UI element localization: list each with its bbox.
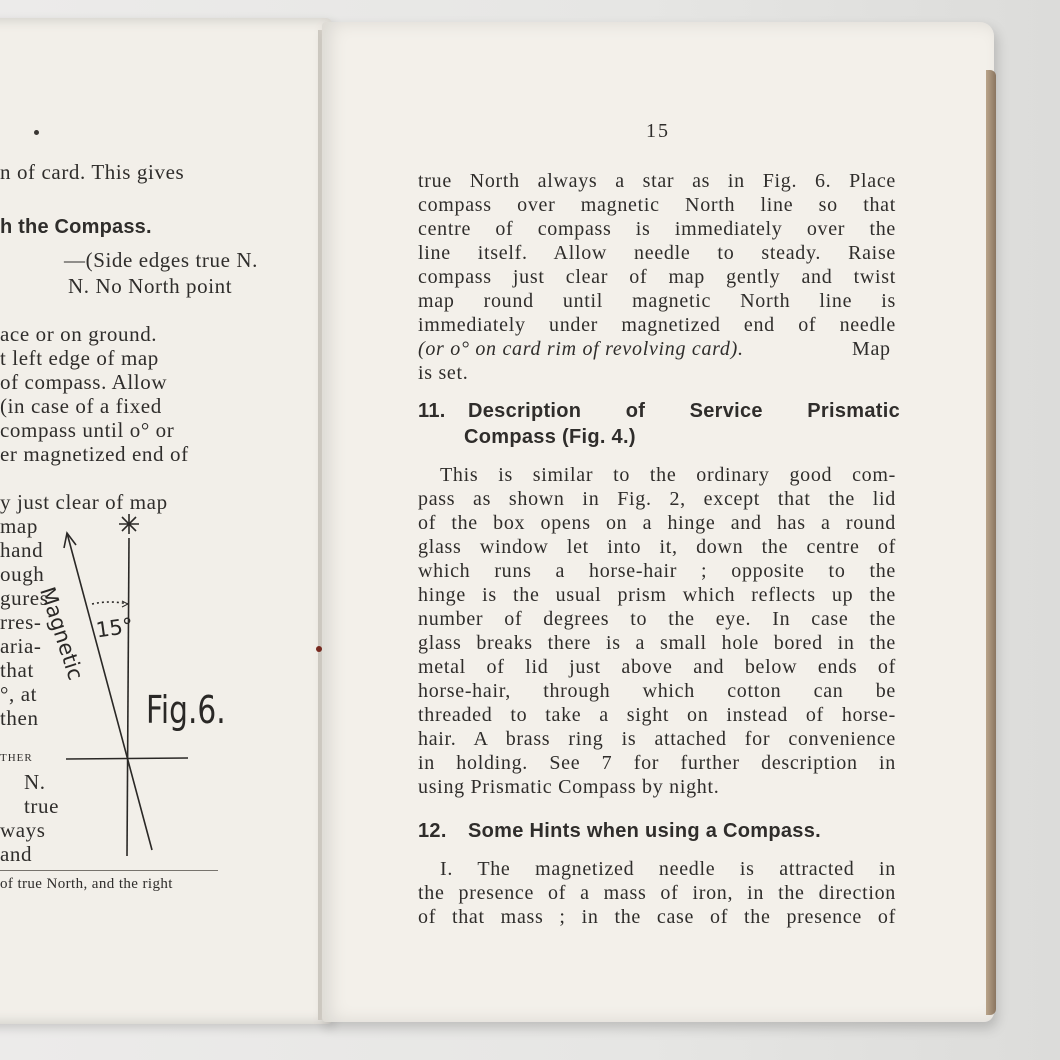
left-line: (in case of a fixed	[0, 394, 162, 418]
text-line: hair. A brass ring is attached for convenience	[418, 728, 896, 750]
left-heading: h the Compass.	[0, 216, 152, 238]
text-line: map round until magnetic North line is	[418, 290, 896, 312]
magnetic-label: Magnetic	[35, 584, 88, 683]
section-12-number: 12.	[418, 820, 447, 842]
text-line: hinge is the usual prism which reflects up the	[418, 584, 896, 606]
left-page	[0, 18, 332, 1024]
text-line: compass just clear of map gently and twist	[418, 266, 896, 288]
text-line: line itself. Allow needle to steady. Raise	[418, 242, 896, 264]
text-line: I. The magnetized needle is attracted in	[440, 858, 896, 880]
left-line: THER	[0, 752, 33, 764]
section-11-title: Description of Service Prismatic	[468, 400, 900, 422]
left-line: rres-	[0, 610, 42, 634]
figure-label: Fig.6.	[146, 688, 226, 732]
left-line: n of card. This gives	[0, 160, 185, 184]
left-line: ace or on ground.	[0, 322, 158, 346]
left-line: —(Side edges true N.	[64, 248, 258, 272]
text-line: of that mass ; in the case of the presence of	[418, 906, 896, 928]
text-line: immediately under magnetized end of needle	[418, 314, 896, 336]
text-line: glass breaks there is a small hole bored in the	[418, 632, 896, 654]
section-12-title: Some Hints when using a Compass.	[468, 820, 821, 842]
text-line: centre of compass is immediately over the	[418, 218, 896, 240]
left-line: N.	[24, 770, 46, 794]
book-edge	[986, 70, 996, 1015]
angle-label: 15°	[94, 613, 135, 643]
left-line: er magnetized end of	[0, 442, 189, 466]
footnote: of true North, and the right	[0, 876, 173, 892]
right-page	[322, 22, 994, 1022]
text-line: horse-hair, through which cotton can be	[418, 680, 896, 702]
left-line: gures	[0, 586, 49, 610]
text-line: Map	[852, 338, 891, 360]
text-line: number of degrees to the eye. In case the	[418, 608, 896, 630]
text-line: This is similar to the ordinary good com-	[440, 464, 896, 486]
text-line: compass over magnetic North line so that	[418, 194, 896, 216]
left-line: that	[0, 658, 34, 682]
left-line: °, at	[0, 682, 38, 706]
text-line: metal of lid just above and below ends of	[418, 656, 896, 678]
text-line: the presence of a mass of iron, in the direction	[418, 882, 896, 904]
page-number: 15	[646, 120, 670, 142]
left-line: then	[0, 706, 39, 730]
text-line: which runs a horse-hair ; opposite to the	[418, 560, 896, 582]
text-line: of the box opens on a hinge and has a round	[418, 512, 896, 534]
left-line: aria-	[0, 634, 42, 658]
text-line-italic: (or o° on card rim of revolving card).	[418, 338, 744, 360]
text-line: threaded to take a sight on instead of horse-	[418, 704, 896, 726]
fig-6-diagram	[0, 18, 332, 1024]
text-line: is set.	[418, 362, 469, 384]
text-line: using Prismatic Compass by night.	[418, 776, 720, 798]
left-line: ways	[0, 818, 46, 842]
left-line: N. No North point	[68, 274, 233, 298]
left-line: true	[24, 794, 60, 818]
left-line: y just clear of map	[0, 490, 168, 514]
left-line: of compass. Allow	[0, 370, 168, 394]
section-11-number: 11.	[418, 400, 446, 422]
left-line: t left edge of map	[0, 346, 159, 370]
text-line: in holding. See 7 for further description in	[418, 752, 896, 774]
left-line: map	[0, 514, 38, 538]
left-line: ough	[0, 562, 45, 586]
text-line: pass as shown in Fig. 2, except that the lid	[418, 488, 896, 510]
left-line: hand	[0, 538, 44, 562]
text-line: glass window let into it, down the centre of	[418, 536, 896, 558]
section-11-title-cont: Compass (Fig. 4.)	[464, 426, 636, 448]
text-line: true North always a star as in Fig. 6. Place	[418, 170, 896, 192]
left-line: and	[0, 842, 33, 866]
left-line: compass until o° or	[0, 418, 175, 442]
